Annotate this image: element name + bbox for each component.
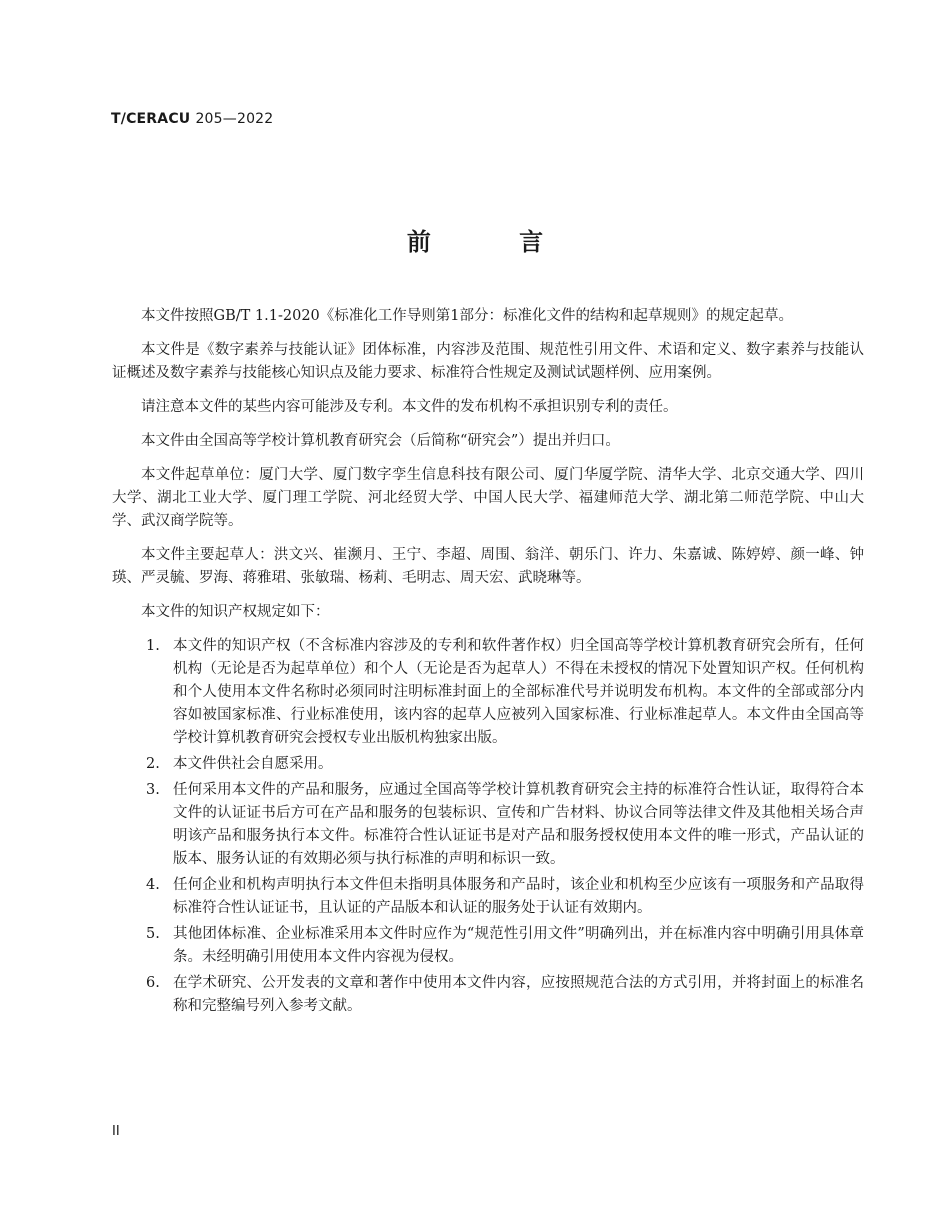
list-item-text: 在学术研究、公开发表的文章和著作中使用本文件内容，应按照规范合法的方式引用，并将封面上的标准名称和完整编号列入参考文献。 <box>173 975 864 1014</box>
standard-prefix: T/CERACU <box>111 111 191 127</box>
list-marker: 3. <box>146 782 160 798</box>
paragraph-ip-intro: 本文件的知识产权规定如下： <box>141 604 330 620</box>
list-item <box>112 779 864 871</box>
standard-number: 205—2022 <box>195 111 274 127</box>
list-item-text: 任何采用本文件的产品和服务，应通过全国高等学校计算机教育研究会主持的标准符合性认证，取得符合本文件的认证证书后方可在产品和服务的包装标识、宣传和广告材料、协议合同等法律文件及其他相关场合声明该产品和服务执行本文件。标准符合性认证证书是对产品和服务授权使用本文件的唯一形式，产品认证的版本、服务认证的有效期必须与执行标准的声明和标识一致。 <box>173 782 864 867</box>
list-item <box>112 923 864 969</box>
ip-rules-list <box>112 635 864 1018</box>
list-item <box>112 972 864 1018</box>
list-marker: 5. <box>146 926 160 942</box>
paragraph-scope: 本文件是《数字素养与技能认证》团体标准，内容涉及范围、规范性引用文件、术语和定义、数字素养与技能认证概述及数字素养与技能核心知识点及能力要求、标准符合性规定及测试试题样例、应用案例。 <box>112 342 864 381</box>
paragraph-drafting-units: 本文件起草单位：厦门大学、厦门数字孪生信息科技有限公司、厦门华厦学院、清华大学、北京交通大学、四川大学、湖北工业大学、厦门理工学院、河北经贸大学、中国人民大学、福建师范大学、湖北第二师范学院、中山大学、武汉商学院等。 <box>112 467 864 529</box>
list-marker: 6. <box>146 975 160 991</box>
paragraph-drafting-rules: 本文件按照GB/T 1.1-2020《标准化工作导则第1部分：标准化文件的结构和起草规则》的规定起草。 <box>141 308 793 324</box>
paragraph-patent-notice: 请注意本文件的某些内容可能涉及专利。本文件的发布机构不承担识别专利的责任。 <box>141 399 678 415</box>
page-title: 前 言 <box>406 228 584 256</box>
list-item-text: 本文件供社会自愿采用。 <box>173 756 333 772</box>
list-item-text: 任何企业和机构声明执行本文件但未指明具体服务和产品时，该企业和机构至少应该有一项服务和产品取得标准符合性认证证书，且认证的产品版本和认证的服务处于认证有效期内。 <box>173 877 864 916</box>
paragraph-proposer: 本文件由全国高等学校计算机教育研究会（后简称“研究会”）提出并归口。 <box>141 433 620 449</box>
list-item-text: 本文件的知识产权（不含标准内容涉及的专利和软件著作权）归全国高等学校计算机教育研究会所有，任何机构（无论是否为起草单位）和个人（无论是否为起草人）不得在未授权的情况下处置知识产权。任何机构和个人使用本文件名称时必须同时注明标准封面上的全部标准代号并说明发布机构。本文件的全部或部分内容如被国家标准、行业标准使用，该内容的起草人应被列入国家标准、行业标准起草人。本文件由全国高等学校计算机教育研究会授权专业出版机构独家出版。 <box>173 638 864 746</box>
list-item-text: 其他团体标准、企业标准采用本文件时应作为“规范性引用文件”明确列出，并在标准内容中明确引用具体章条。未经明确引用使用本文件内容视为侵权。 <box>173 926 864 965</box>
list-item <box>112 753 864 776</box>
list-marker: 1. <box>146 638 160 654</box>
list-item <box>112 874 864 920</box>
page-number: II <box>112 1124 120 1139</box>
list-marker: 4. <box>146 877 160 893</box>
foreword-body <box>112 305 864 1021</box>
list-marker: 2. <box>146 756 160 772</box>
paragraph-drafters: 本文件主要起草人：洪文兴、崔濒月、王宁、李超、周围、翁洋、朝乐门、许力、朱嘉诚、陈婷婷、颜一峰、钟瑛、严灵毓、罗海、蒋雅珺、张敏瑞、杨莉、毛明志、周天宏、武晓琳等。 <box>112 547 864 586</box>
list-item <box>112 635 864 750</box>
standard-identifier <box>111 111 273 127</box>
